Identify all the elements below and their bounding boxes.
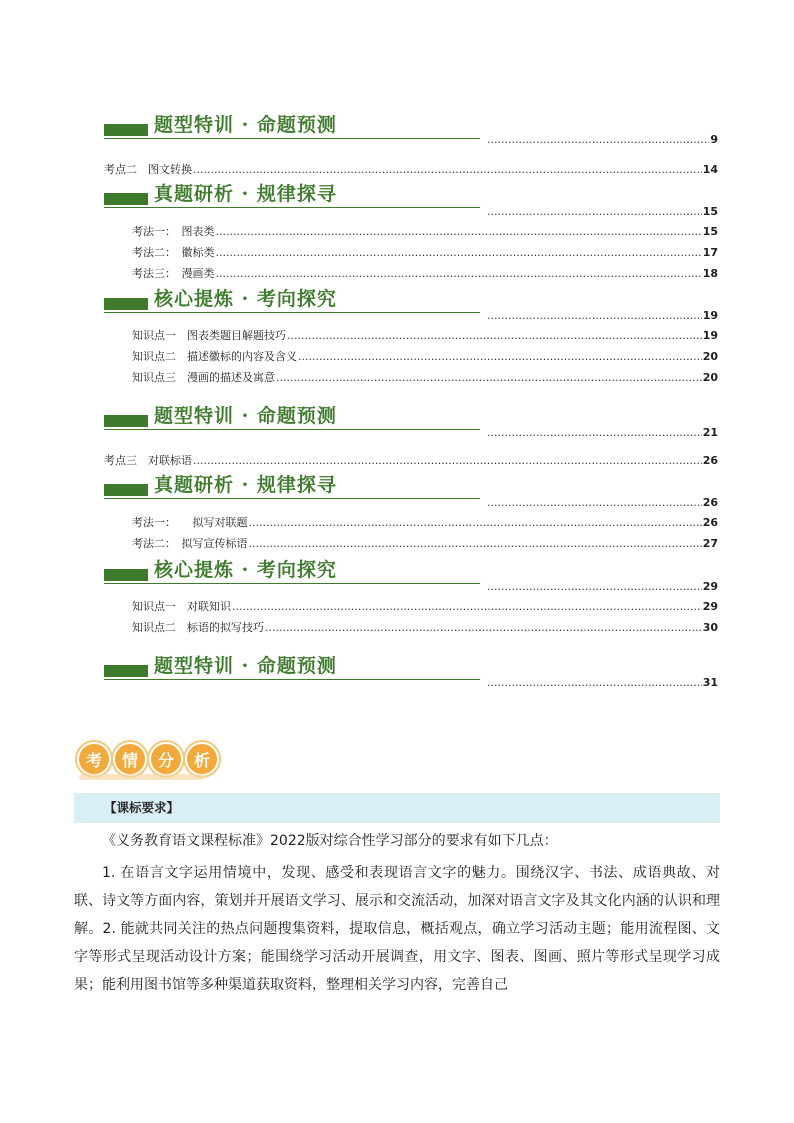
toc-page-number: 20 xyxy=(702,371,718,384)
toc-page-number: 15 xyxy=(702,205,718,218)
section-banner xyxy=(104,558,480,584)
toc-entry-label: 考法一： 拟写对联题 xyxy=(132,516,248,529)
toc-leader-dots xyxy=(216,225,702,238)
badge-char: 分 xyxy=(149,742,183,776)
toc-leader-dots xyxy=(193,163,702,176)
toc-entry[interactable] xyxy=(132,621,718,634)
banner-rule xyxy=(104,207,480,208)
section-banner xyxy=(104,287,480,313)
toc-entry-label: 知识点一 对联知识 xyxy=(132,600,231,613)
section-bar-title: 【课标要求】 xyxy=(104,800,180,815)
toc-entry[interactable] xyxy=(486,496,718,509)
toc-page-number: 19 xyxy=(702,329,718,342)
toc-leader-dots xyxy=(249,516,702,529)
toc-leader-dots xyxy=(487,580,702,593)
toc-leader-dots xyxy=(249,537,702,550)
badge-char: 情 xyxy=(113,742,147,776)
toc-entry[interactable] xyxy=(132,350,718,363)
toc-entry[interactable] xyxy=(486,133,718,146)
toc-page-number: 29 xyxy=(702,600,718,613)
toc-leader-dots xyxy=(487,426,702,439)
toc-page-number: 9 xyxy=(710,133,718,146)
toc-entry[interactable] xyxy=(486,205,718,218)
toc-leader-dots xyxy=(487,496,702,509)
banner-title: 核心提炼 · 考向探究 xyxy=(154,559,337,581)
toc-leader-dots xyxy=(487,676,702,689)
toc-leader-dots xyxy=(298,350,702,363)
banner-tab-icon xyxy=(104,415,148,427)
toc-entry[interactable] xyxy=(486,426,718,439)
analysis-badge xyxy=(77,742,221,778)
toc-leader-dots xyxy=(487,309,702,322)
toc-page-number: 26 xyxy=(702,496,718,509)
toc-entry[interactable] xyxy=(132,225,718,238)
banner-tab-icon xyxy=(104,193,148,205)
toc-page-number: 26 xyxy=(702,516,718,529)
section-banner xyxy=(104,404,480,430)
toc-entry[interactable] xyxy=(104,163,718,176)
toc-entry-label: 知识点二 标语的拟写技巧 xyxy=(132,621,264,634)
section-banner xyxy=(104,473,480,499)
toc-leader-dots xyxy=(216,267,702,280)
toc-leader-dots xyxy=(487,133,709,146)
toc-entry[interactable] xyxy=(132,516,718,529)
toc-page-number: 19 xyxy=(702,309,718,322)
intro-paragraph: 《义务教育语文课程标准》2022版对综合性学习部分的要求有如下几点： xyxy=(102,833,558,849)
banner-rule xyxy=(104,429,480,430)
toc-entry-label: 考法三： 漫画类 xyxy=(132,267,215,280)
banner-rule xyxy=(104,312,480,313)
section-banner xyxy=(104,654,480,680)
toc-entry[interactable] xyxy=(132,246,718,259)
section-banner xyxy=(104,113,480,139)
toc-page-number: 26 xyxy=(702,454,718,467)
toc-page-number: 29 xyxy=(702,580,718,593)
toc-leader-dots xyxy=(265,621,702,634)
toc-entry[interactable] xyxy=(132,537,718,550)
toc-entry-label: 考点二 图文转换 xyxy=(104,163,192,176)
banner-rule xyxy=(104,583,480,584)
toc-page-number: 27 xyxy=(702,537,718,550)
banner-title: 真题研析 · 规律探寻 xyxy=(154,183,337,205)
toc-entry-label: 知识点二 描述徽标的内容及含义 xyxy=(132,350,297,363)
section-banner xyxy=(104,182,480,208)
badge-char: 考 xyxy=(77,742,111,776)
banner-title: 题型特训 · 命题预测 xyxy=(154,655,337,677)
banner-tab-icon xyxy=(104,124,148,136)
banner-tab-icon xyxy=(104,569,148,581)
toc-entry[interactable] xyxy=(486,309,718,322)
toc-leader-dots xyxy=(487,205,702,218)
toc-page-number: 14 xyxy=(702,163,718,176)
banner-tab-icon xyxy=(104,298,148,310)
toc-entry[interactable] xyxy=(132,371,718,384)
toc-page-number: 17 xyxy=(702,246,718,259)
banner-title: 题型特训 · 命题预测 xyxy=(154,405,337,427)
banner-tab-icon xyxy=(104,484,148,496)
toc-page-number: 30 xyxy=(702,621,718,634)
body-paragraph: 1. 在语言文字运用情境中，发现、感受和表现语言文字的魅力。围绕汉字、书法、成语典故、对联、诗文等方面内容，策划并开展语文学习、展示和交流活动，加深对语言文字及其文化内涵的认识和理解。2. 能就共同关注的热点问题搜集资料，提取信息，概括观点，确立学习活动主题；能用流程图、文字等形式呈现活动设计方案；能围绕学习活动开展调查，用文字、图表、图画、照片等形式呈现学习成果；能利用图书馆等多种渠道获取资料，整理相关学习内容，完善自己 xyxy=(74,865,720,993)
toc-page-number: 18 xyxy=(702,267,718,280)
toc-page-number: 15 xyxy=(702,225,718,238)
banner-rule xyxy=(104,138,480,139)
toc-leader-dots xyxy=(287,329,702,342)
toc-entry-label: 知识点一 图表类题目解题技巧 xyxy=(132,329,286,342)
toc-entry[interactable] xyxy=(486,580,718,593)
banner-rule xyxy=(104,498,480,499)
toc-entry-label: 考点三 对联标语 xyxy=(104,454,192,467)
section-bar xyxy=(74,793,720,823)
toc-entry[interactable] xyxy=(486,676,718,689)
toc-entry-label: 考法二： 拟写宣传标语 xyxy=(132,537,248,550)
toc-page-number: 31 xyxy=(702,676,718,689)
toc-leader-dots xyxy=(232,600,702,613)
toc-entry[interactable] xyxy=(104,454,718,467)
toc-entry[interactable] xyxy=(132,267,718,280)
toc-entry-label: 考法二： 徽标类 xyxy=(132,246,215,259)
banner-title: 真题研析 · 规律探寻 xyxy=(154,474,337,496)
toc-leader-dots xyxy=(276,371,702,384)
banner-title: 核心提炼 · 考向探究 xyxy=(154,288,337,310)
banner-title: 题型特训 · 命题预测 xyxy=(154,114,337,136)
toc-page-number: 21 xyxy=(702,426,718,439)
toc-entry-label: 知识点三 漫画的描述及寓意 xyxy=(132,371,275,384)
toc-entry[interactable] xyxy=(132,600,718,613)
badge-char: 析 xyxy=(185,742,219,776)
toc-page-number: 20 xyxy=(702,350,718,363)
toc-leader-dots xyxy=(216,246,702,259)
toc-leader-dots xyxy=(193,454,702,467)
toc-entry[interactable] xyxy=(132,329,718,342)
toc-entry-label: 考法一： 图表类 xyxy=(132,225,215,238)
banner-rule xyxy=(104,679,480,680)
banner-tab-icon xyxy=(104,665,148,677)
badge-underline xyxy=(79,774,205,780)
